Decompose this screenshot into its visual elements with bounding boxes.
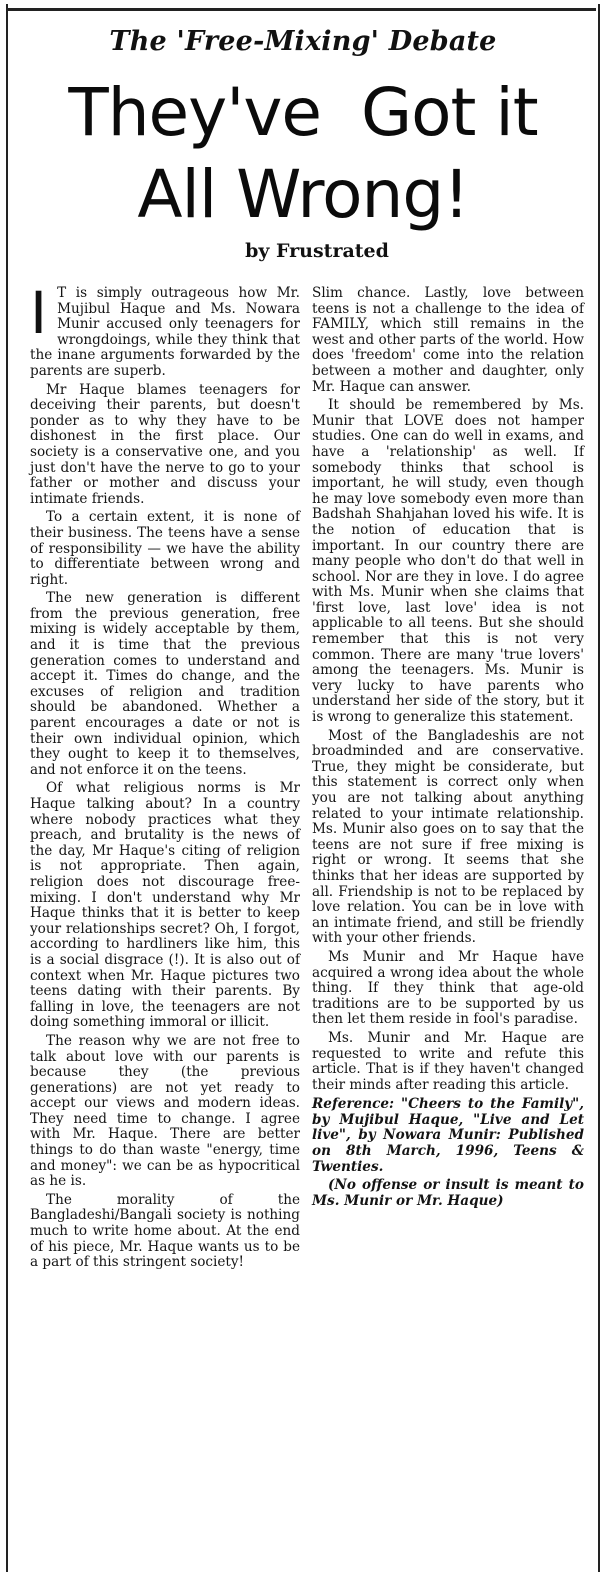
paragraph: The reason why we are not free to talk about love with our parents is because they (the previous generations) are not yet ready to accept our views and modern ideas. They need time to change. I agree with Mr. Haque. There are better things to do than waste "energy, time and money": we can be as hypocritical as he is. <box>30 1032 300 1190</box>
paragraph: Mr Haque blames teenagers for deceiving their parents, but doesn't ponder as to why they have to be dishonest in the first place. Our society is a conservative one, and you just don't have the nerve to go to your father or mother and discuss your intimate friends. <box>30 381 300 507</box>
paragraph: The new generation is different from the previous generation, free mixing is widely acceptable by them, and it is time that the previous generation comes to understand and accept it. Times do change, and the excuses of religion and tradition should be abandoned. Whether a parent encourages a date or not is their own individual opinion, which they ought to keep it to themselves, and not enforce it on the teens. <box>30 590 300 778</box>
paragraph: Ms. Munir and Mr. Haque are requested to write and refute this article. That is if they haven't changed their minds after reading this article. <box>312 1029 584 1093</box>
reference-note: Reference: "Cheers to the Family", by Mujibul Haque, "Live and Let live", by Nowara Munir: Published on 8th March, 1996, Teens & Twenties. <box>312 1096 584 1175</box>
right-column <box>312 286 584 1212</box>
article-headline <box>20 72 586 236</box>
article-byline: by Frustrated <box>245 240 389 262</box>
headline-line-2: All Wrong! <box>137 156 469 233</box>
headline-line-1: They've Got it <box>68 74 538 151</box>
paragraph: To a certain extent, it is none of their business. The teens have a sense of responsibility — we have the ability to differentiate between wrong and right. <box>30 509 300 588</box>
paragraph: Most of the Bangladeshis are not broadminded and are conservative. True, they might be considerate, but this statement is correct only when you are not talking about anything related to your intimate relationship. Ms. Munir also goes on to say that the teens are not sure if free mixing is right or wrong. It seems that she thinks that her ideas are supported by all. Friendship is not to be replaced by love relation. You can be in love with an intimate friend, and still be friendly with your other friends. <box>312 727 584 947</box>
paragraph: The morality of the Bangladeshi/Bangali society is nothing much to write home about. At the end of his piece, Mr. Haque wants us to be a part of this stringent society! <box>30 1191 300 1271</box>
paragraph: Slim chance. Lastly, love between teens is not a challenge to the idea of FAMILY, which still remains in the west and other parts of the world. How does 'freedom' come into the relation between a mother and daughter, only Mr. Haque can answer. <box>312 285 584 395</box>
paragraph <box>30 279 300 380</box>
top-rule <box>8 8 596 11</box>
paragraph: Of what religious norms is Mr Haque talking about? In a country where nobody practices what they preach, and brutality is the news of the day, Mr Haque's citing of religion is not appropriate. Then again, religion does not discourage free-mixing. I don't understand why Mr Haque thinks that it is better to keep your relationships secret? Oh, I forgot, according to hardliners like him, this is a social disgrace (!). It is also out of context when Mr. Haque pictures two teens dating with their parents. By falling in love, the teenagers are not doing something immoral or illicit. <box>30 780 300 1031</box>
disclaimer-note: (No offense or insult is meant to Ms. Munir or Mr. Haque) <box>312 1177 584 1209</box>
paragraph: Ms Munir and Mr Haque have acquired a wrong idea about the whole thing. If they think that age-old traditions are to be supported by us then let them reside in fool's paradise. <box>312 948 584 1028</box>
paragraph-text: T is simply outrageous how Mr. Mujibul Haque and Ms. Nowara Munir accused only teenagers for wrongdoings, while they think that the inane arguments forwarded by the parents are superb. <box>30 285 300 379</box>
paragraph: It should be remembered by Ms. Munir that LOVE does not hamper studies. One can do well in exams, and have a 'relationship' as well. If somebody thinks that school is important, he will study, even though he may love somebody even more than Badshah Shahjahan loved his wife. It is the notion of education that is important. In our country there are many people who don't do that well in school. Nor are they in love. I do agree with Ms. Munir when she claims that 'first love, last love' idea is not applicable to all teens. But she should remember that this is not very common. There are many 'true lovers' among the teenagers. Ms. Munir is very lucky to have parents who understand her side of the story, but it is wrong to generalize this statement. <box>312 397 584 726</box>
drop-cap: I <box>30 279 48 347</box>
left-column <box>30 279 300 1274</box>
article-kicker: The 'Free-Mixing' Debate <box>109 26 497 57</box>
